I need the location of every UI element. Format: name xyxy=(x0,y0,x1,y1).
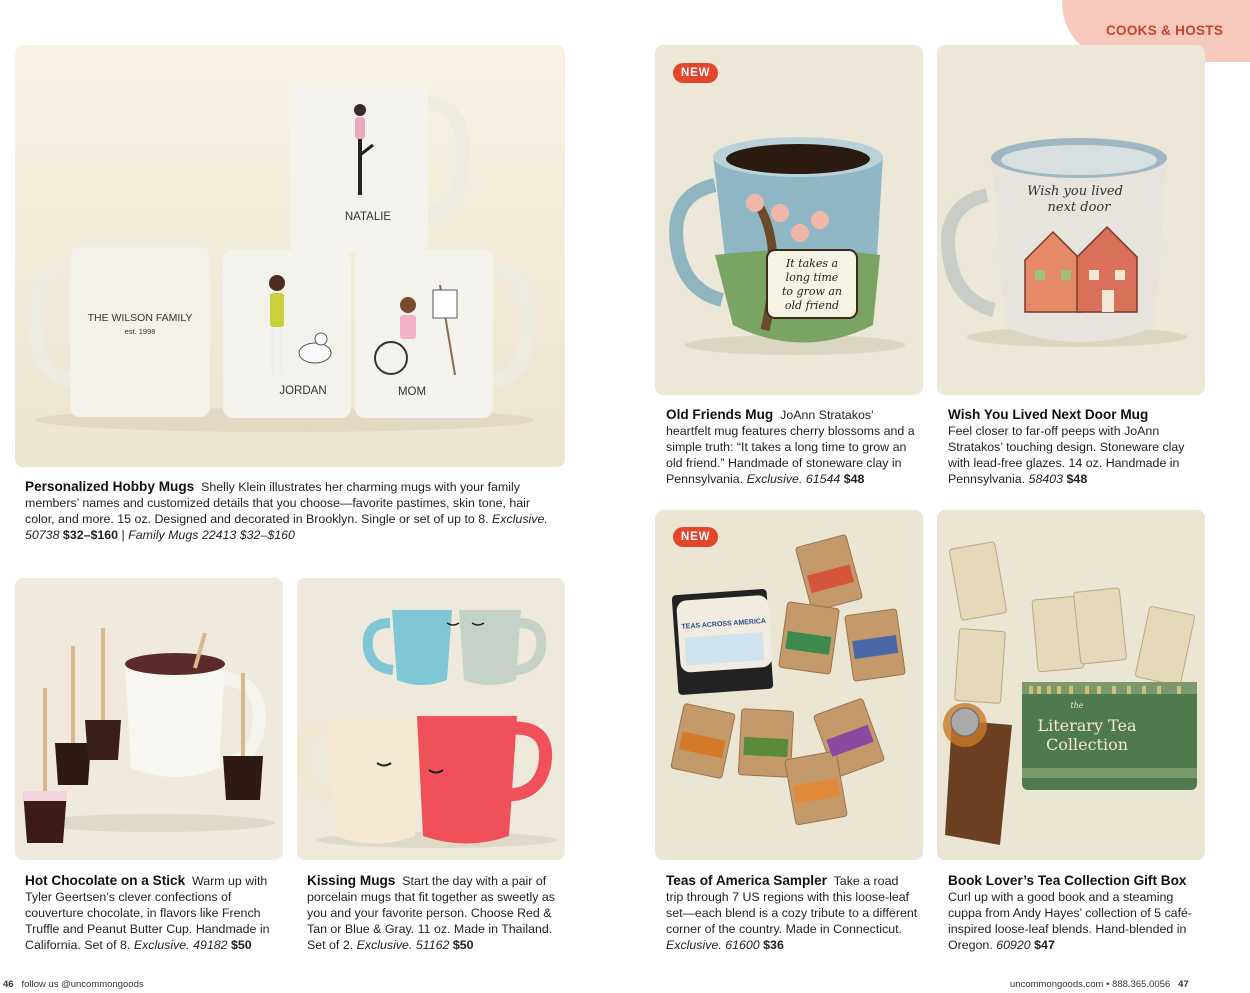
tin-title-line2: Collection xyxy=(1045,735,1129,754)
product-body: JoAnn Stratakos’ heartfelt mug features cherry blossoms and a simple truth: “It takes a long time to grow an old friend.” Handmade of stoneware clay in Pennsylvania. xyxy=(666,408,915,487)
hobby-mugs-photo xyxy=(15,45,565,467)
product-sku: 58403 xyxy=(1028,472,1064,487)
mom-mug-text: MOM xyxy=(397,386,427,398)
product-body: Curl up with a good book and a steaming cuppa from Andy Hayes’ collection of 5 café-inspired loose-leaf blends. Hand-blended in Oregon. xyxy=(948,890,1193,953)
wilson-mug-text: THE WILSON FAMILY xyxy=(87,312,193,324)
product-name: Teas of America Sampler xyxy=(666,873,827,888)
old-friends-mug-line3: to grow an xyxy=(781,285,843,298)
footer-left xyxy=(3,979,144,990)
product-body: Shelly Klein illustrates her charming mugs with your family members’ names and customized details that you choose—favorite pastimes, skin tone, hair color, and more. 15 oz. Designed and decorated in Brooklyn. Single or set of up to 8. xyxy=(25,480,531,527)
product-price: $50 xyxy=(230,938,252,953)
exclusive-label: Exclusive. xyxy=(356,938,413,953)
page-number-left: 46 xyxy=(3,979,14,990)
kissing-mugs-description xyxy=(307,873,559,953)
product-body: Warm up with Tyler Geertsen’s clever confections of couverture chocolate, in flavors like French Truffle and Peanut Butter Cup. Handmade in California. Set of 8. xyxy=(25,874,270,953)
old-friends-description xyxy=(666,407,916,487)
product-body: Take a road trip through 7 US regions with this loose-leaf set—each blend is a cozy tribute to a different corner of the country. Made in Connecticut. xyxy=(666,874,918,937)
old-friends-mug-photo xyxy=(655,45,923,395)
wilson-mug-est: est. 1998 xyxy=(124,327,156,336)
new-badge-old-friends: NEW xyxy=(673,63,718,83)
tin-the-text: the xyxy=(1070,701,1084,710)
wish-mug-line2: next door xyxy=(1047,200,1111,215)
product-body: Start the day with a pair of porcelain mugs that fit together as sweetly as you and your favorite person. Choose Red & Tan or Blue & Gray. 11 oz. Made in Thailand. Set of 2. xyxy=(307,874,555,953)
product-price: $50 xyxy=(452,938,474,953)
alt-price: $32–$160 xyxy=(239,528,295,543)
product-sku: 51162 xyxy=(415,938,450,953)
exclusive-label: Exclusive. xyxy=(746,472,803,487)
exclusive-label: Exclusive. xyxy=(133,938,190,953)
book-tea-photo xyxy=(937,510,1205,860)
jordan-mug-text: JORDAN xyxy=(279,385,327,397)
wish-mug-line1: Wish you lived xyxy=(1027,184,1123,199)
section-tab-label: COOKS & HOSTS xyxy=(1106,23,1224,38)
tin-title-line1: Literary Tea xyxy=(1037,716,1137,735)
hot-chocolate-photo xyxy=(15,578,283,860)
product-name: Old Friends Mug xyxy=(666,407,774,422)
page-number-right: 47 xyxy=(1178,979,1189,990)
book-tea-description xyxy=(948,873,1203,953)
alt-product: Family Mugs 22413 xyxy=(128,528,237,543)
product-name: Kissing Mugs xyxy=(307,873,396,888)
kissing-mugs-photo xyxy=(297,578,565,860)
product-sku: 50738 xyxy=(25,528,60,543)
footer-right xyxy=(1010,979,1189,990)
exclusive-label: Exclusive. xyxy=(666,938,722,953)
website-phone[interactable]: uncommongoods.com • 888.365.0056 xyxy=(1010,979,1171,990)
new-badge-teas: NEW xyxy=(673,527,718,547)
wish-description xyxy=(948,407,1198,487)
product-sku: 49182 xyxy=(193,938,228,953)
old-friends-mug-line2: long time xyxy=(785,271,839,284)
product-body: Feel closer to far-off peeps with JoAnn Stratakos’ touching design. Stoneware clay with lead-free glazes. 14 oz. Handmade in Pennsylvania. xyxy=(948,424,1185,487)
product-price: $36 xyxy=(763,938,784,953)
product-sku: 60920 xyxy=(996,938,1031,953)
product-price: $48 xyxy=(1066,472,1088,487)
hot-chocolate-description xyxy=(25,873,277,953)
separator: | xyxy=(121,528,125,543)
old-friends-mug-line1: It takes a xyxy=(785,257,839,270)
teas-box-brand: TEAS ACROSS AMERICA xyxy=(681,617,767,631)
social-handle[interactable]: follow us @uncommongoods xyxy=(21,979,144,990)
product-price: $47 xyxy=(1034,938,1055,953)
product-sku: 61544 xyxy=(805,472,841,487)
hobby-mugs-description xyxy=(25,479,560,543)
teas-description xyxy=(666,873,918,953)
product-name: Wish You Lived Next Door Mug xyxy=(948,407,1149,422)
wish-mug-photo xyxy=(937,45,1205,395)
teas-sampler-photo xyxy=(655,510,923,860)
product-name: Hot Chocolate on a Stick xyxy=(25,873,186,888)
product-name: Book Lover’s Tea Collection Gift Box xyxy=(948,873,1187,888)
product-sku: 61600 xyxy=(725,938,760,953)
natalie-mug-text: NATALIE xyxy=(344,211,392,223)
exclusive-label: Exclusive. xyxy=(492,512,548,527)
product-price: $48 xyxy=(843,472,865,487)
product-name: Personalized Hobby Mugs xyxy=(25,479,195,494)
product-price: $32–$160 xyxy=(62,528,119,543)
old-friends-mug-line4: old friend xyxy=(784,299,840,312)
